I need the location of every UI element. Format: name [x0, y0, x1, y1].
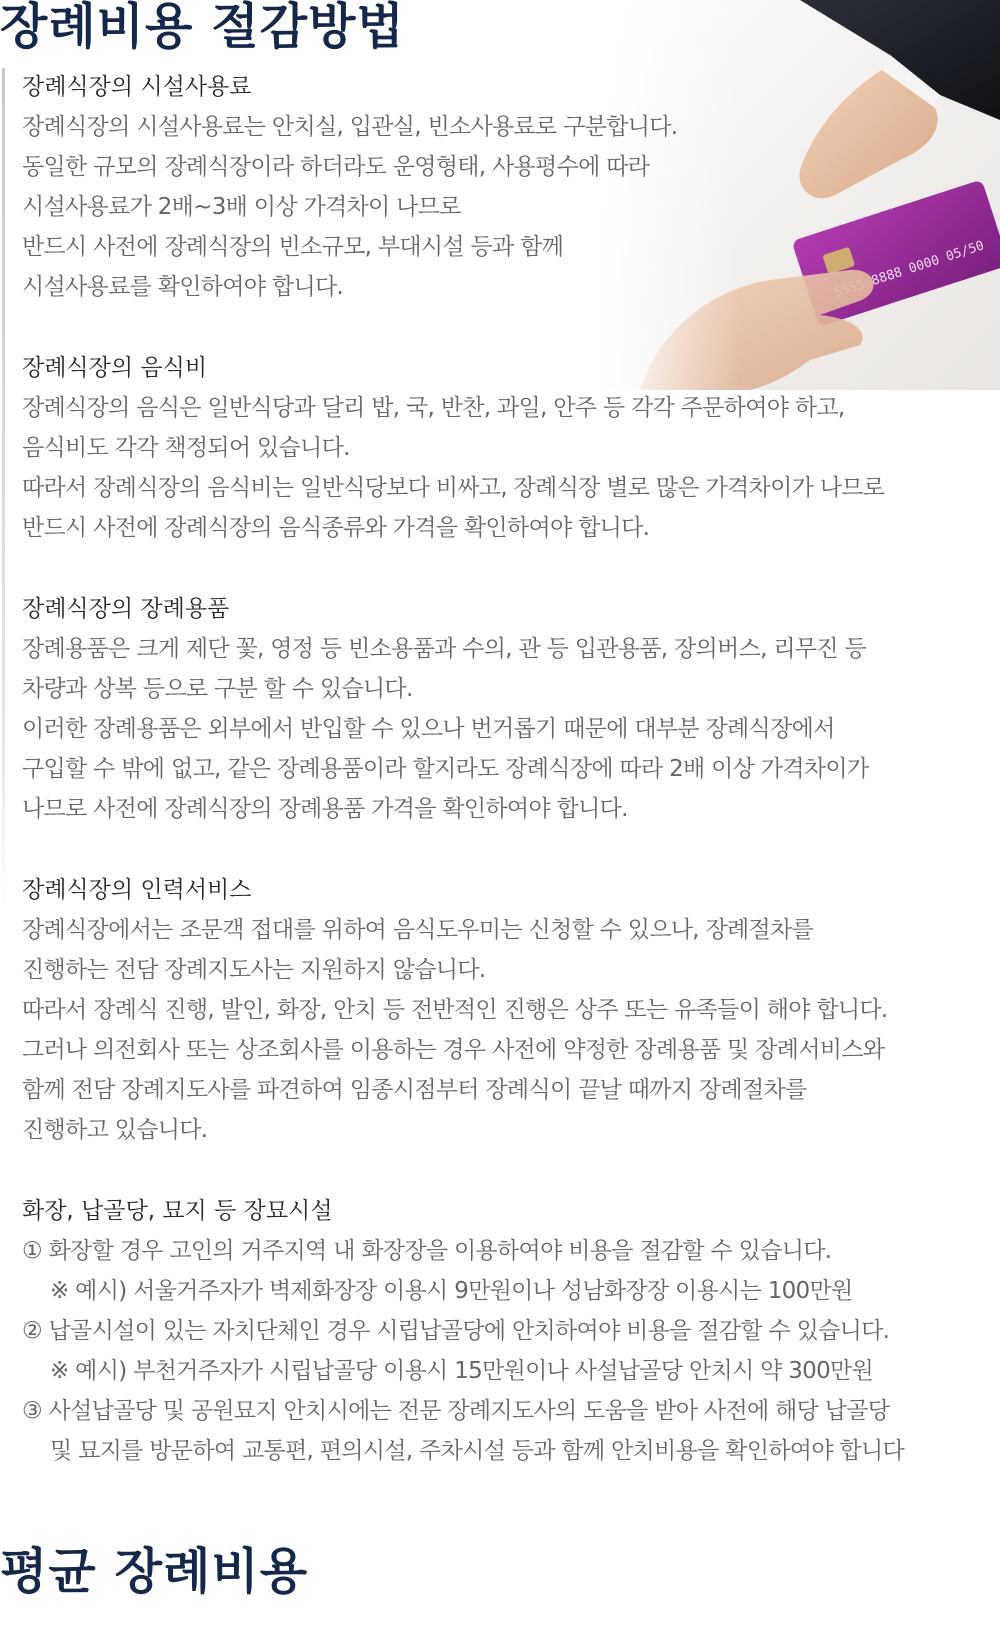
paragraph-line: 장례식장에서는 조문객 접대를 위하여 음식도우미는 신청할 수 있으나, 장례절차를 [22, 917, 814, 943]
paragraph-line: 진행하는 전담 장례지도사는 지원하지 않습니다. [22, 957, 486, 983]
paragraph-line: 진행하고 있습니다. [22, 1117, 208, 1143]
paragraph-line: 및 묘지를 방문하여 교통편, 편의시설, 주차시설 등과 함께 안치비용을 확인하여야 합니다 [50, 1438, 904, 1464]
paragraph-line: ① 화장할 경우 고인의 거주지역 내 화장장을 이용하여야 비용을 절감할 수 있습니다. [22, 1238, 832, 1264]
page-title: 장례비용 절감방법 [0, 0, 405, 55]
paragraph-line: 따라서 장례식장의 음식비는 일반식당보다 비싸고, 장례식장 별로 많은 가격차이가 나므로 [22, 475, 885, 501]
paragraph-line: 차량과 상복 등으로 구분 할 수 있습니다. [22, 676, 413, 702]
left-divider [2, 68, 5, 913]
paragraph-line: ※ 예시) 서울거주자가 벽제화장장 이용시 9만원이나 성남화장장 이용시는 100만원 [50, 1278, 853, 1304]
section-3 [22, 589, 1000, 829]
paragraph-line: 구입할 수 밖에 없고, 같은 장례용품이라 할지라도 장례식장에 따라 2배 이상 가격차이가 [22, 756, 869, 782]
section-5 [22, 1191, 1000, 1471]
paragraph-line: 장례식장의 음식은 일반식당과 달리 밥, 국, 반찬, 과일, 안주 등 각각 주문하여야 하고, [22, 395, 845, 421]
section-heading: 장례식장의 장례용품 [22, 596, 230, 622]
paragraph-line: 시설사용료를 확인하여야 합니다. [22, 274, 344, 300]
paragraph-line: 음식비도 각각 책정되어 있습니다. [22, 435, 350, 461]
paragraph-line: 함께 전담 장례지도사를 파견하여 임종시점부터 장례식이 끝날 때까지 장례절차를 [22, 1077, 807, 1103]
paragraph-line: ② 납골시설이 있는 자치단체인 경우 시립납골당에 안치하여야 비용을 절감할 수 있습니다. [22, 1318, 890, 1344]
paragraph-line: 따라서 장례식 진행, 발인, 화장, 안치 등 전반적인 진행은 상주 또는 유족들이 해야 합니다. [22, 997, 888, 1023]
section-4 [22, 870, 1000, 1150]
content-body [22, 67, 1000, 1512]
paragraph-line: 나므로 사전에 장례식장의 장례용품 가격을 확인하여야 합니다. [22, 796, 628, 822]
paragraph-line: 반드시 사전에 장례식장의 빈소규모, 부대시설 등과 함께 [22, 234, 564, 260]
section-2 [22, 348, 1000, 548]
paragraph-line: 반드시 사전에 장례식장의 음식종류와 가격을 확인하여야 합니다. [22, 515, 650, 541]
paragraph-line: 시설사용료가 2배~3배 이상 가격차이 나므로 [22, 194, 461, 220]
section-heading: 장례식장의 음식비 [22, 355, 208, 381]
paragraph-line: ※ 예시) 부천거주자가 시립납골당 이용시 15만원이나 사설납골당 안치시 약 300만원 [50, 1358, 874, 1384]
paragraph-line: 그러나 의전회사 또는 상조회사를 이용하는 경우 사전에 약정한 장례용품 및 장례서비스와 [22, 1037, 885, 1063]
section-heading: 장례식장의 인력서비스 [22, 877, 252, 903]
paragraph-line: 장례식장의 시설사용료는 안치실, 입관실, 빈소사용료로 구분합니다. [22, 114, 678, 140]
section-title-average-cost: 평균 장례비용 [0, 1542, 309, 1600]
paragraph-line: 이러한 장례용품은 외부에서 반입할 수 있으나 번거롭기 때문에 대부분 장례식장에서 [22, 716, 835, 742]
section-1 [22, 67, 1000, 307]
paragraph-line: 동일한 규모의 장례식장이라 하더라도 운영형태, 사용평수에 따라 [22, 154, 650, 180]
paragraph-line: ③ 사설납골당 및 공원묘지 안치시에는 전문 장례지도사의 도움을 받아 사전에 해당 납골당 [22, 1398, 890, 1424]
section-heading: 화장, 납골당, 묘지 등 장묘시설 [22, 1198, 333, 1224]
paragraph-line: 장례용품은 크게 제단 꽃, 영정 등 빈소용품과 수의, 관 등 입관용품, 장의버스, 리무진 등 [22, 636, 866, 662]
section-heading: 장례식장의 시설사용료 [22, 74, 252, 100]
